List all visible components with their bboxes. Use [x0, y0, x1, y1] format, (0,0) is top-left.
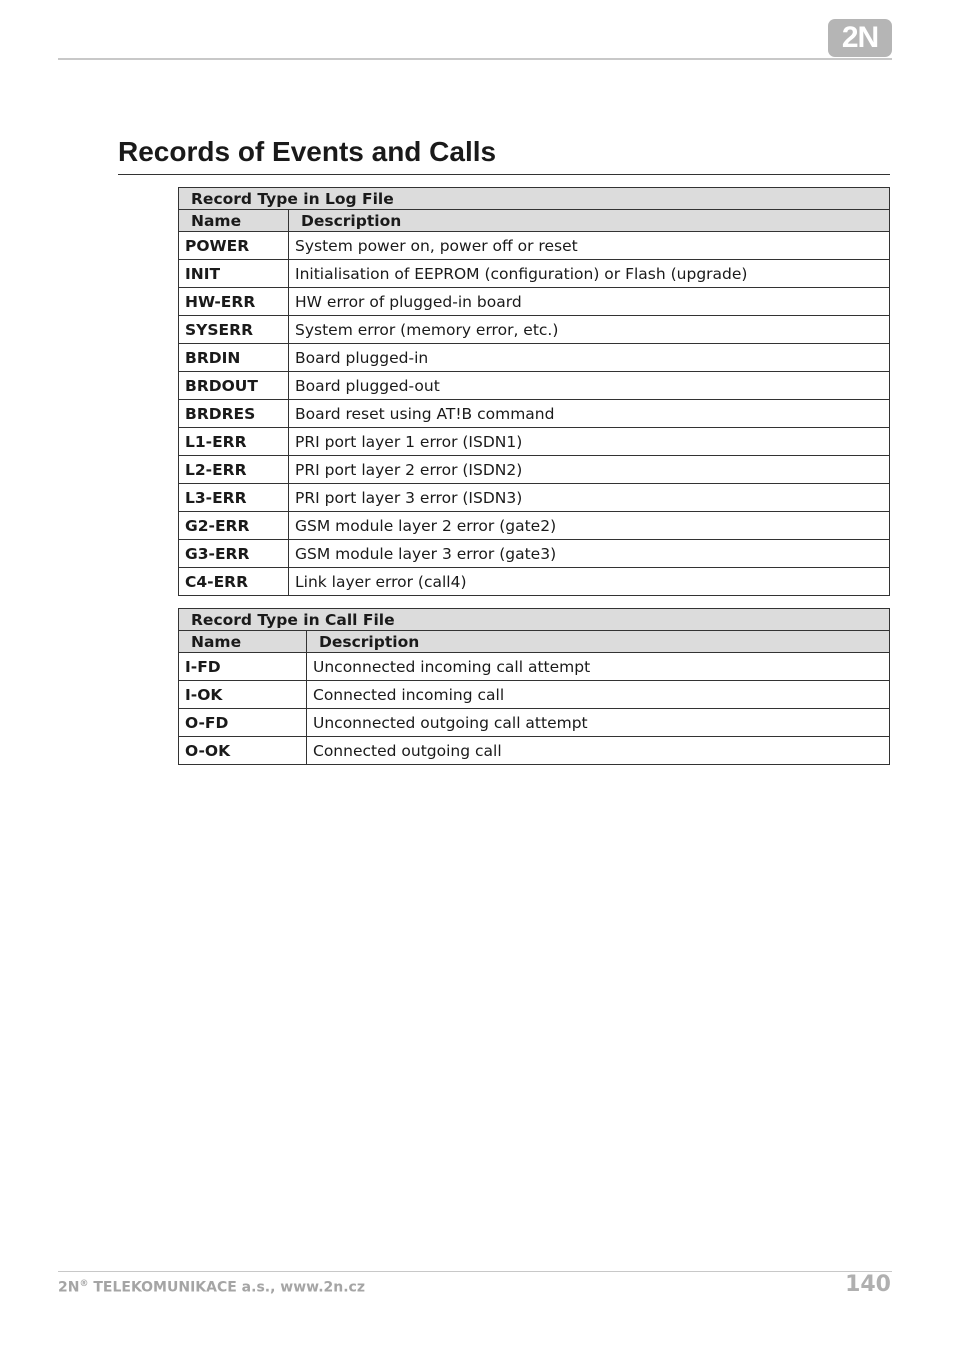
page-title: Records of Events and Calls [118, 136, 497, 167]
table-row [179, 568, 890, 596]
record-description: GSM module layer 3 error (gate3) [289, 540, 890, 568]
record-description: PRI port layer 3 error (ISDN3) [289, 484, 890, 512]
record-description: Board plugged-out [289, 372, 890, 400]
table-row [179, 709, 890, 737]
record-name: SYSERR [179, 316, 289, 344]
record-name: I-OK [179, 681, 307, 709]
record-name: BRDRES [179, 400, 289, 428]
table-row [179, 260, 890, 288]
record-name: POWER [179, 232, 289, 260]
call-record-table [178, 608, 890, 765]
record-name: G2-ERR [179, 512, 289, 540]
record-description: HW error of plugged-in board [289, 288, 890, 316]
column-header-description: Description [307, 631, 890, 653]
record-description: PRI port layer 2 error (ISDN2) [289, 456, 890, 484]
record-description: System error (memory error, etc.) [289, 316, 890, 344]
table-row [179, 316, 890, 344]
header-divider [58, 58, 892, 60]
record-description: Connected outgoing call [307, 737, 890, 765]
table-row [179, 681, 890, 709]
table-row [179, 372, 890, 400]
record-description: Initialisation of EEPROM (configuration) or Flash (upgrade) [289, 260, 890, 288]
record-description: Unconnected incoming call attempt [307, 653, 890, 681]
footer-divider [58, 1271, 892, 1272]
table-caption: Record Type in Log File [179, 188, 890, 210]
table-row [179, 400, 890, 428]
record-name: BRDOUT [179, 372, 289, 400]
table-row [179, 288, 890, 316]
table-row [179, 737, 890, 765]
record-name: L2-ERR [179, 456, 289, 484]
table-caption: Record Type in Call File [179, 609, 890, 631]
table-row [179, 428, 890, 456]
record-name: O-OK [179, 737, 307, 765]
table-row [179, 344, 890, 372]
record-name: INIT [179, 260, 289, 288]
company-logo: 2N [828, 19, 892, 57]
log-record-table [178, 187, 890, 596]
table-row [179, 653, 890, 681]
footer-company-prefix: 2N [58, 1279, 80, 1296]
table-row [179, 232, 890, 260]
record-name: L3-ERR [179, 484, 289, 512]
record-description: Connected incoming call [307, 681, 890, 709]
record-description: PRI port layer 1 error (ISDN1) [289, 428, 890, 456]
registered-mark: ® [79, 1279, 89, 1289]
record-description: Board reset using AT!B command [289, 400, 890, 428]
footer-company [58, 1279, 365, 1296]
record-name: C4-ERR [179, 568, 289, 596]
footer-company-suffix: TELEKOMUNIKACE a.s., www.2n.cz [88, 1279, 365, 1296]
table-row [179, 512, 890, 540]
column-header-name: Name [179, 210, 289, 232]
record-name: G3-ERR [179, 540, 289, 568]
record-description: Link layer error (call4) [289, 568, 890, 596]
record-description: System power on, power off or reset [289, 232, 890, 260]
column-header-name: Name [179, 631, 307, 653]
record-description: Unconnected outgoing call attempt [307, 709, 890, 737]
table-row [179, 540, 890, 568]
record-description: Board plugged-in [289, 344, 890, 372]
record-name: HW-ERR [179, 288, 289, 316]
record-description: GSM module layer 2 error (gate2) [289, 512, 890, 540]
record-name: BRDIN [179, 344, 289, 372]
table-row [179, 484, 890, 512]
column-header-description: Description [289, 210, 890, 232]
page-number: 140 [845, 1272, 891, 1297]
table-row [179, 456, 890, 484]
record-name: L1-ERR [179, 428, 289, 456]
title-underline [118, 174, 890, 175]
record-name: O-FD [179, 709, 307, 737]
record-name: I-FD [179, 653, 307, 681]
